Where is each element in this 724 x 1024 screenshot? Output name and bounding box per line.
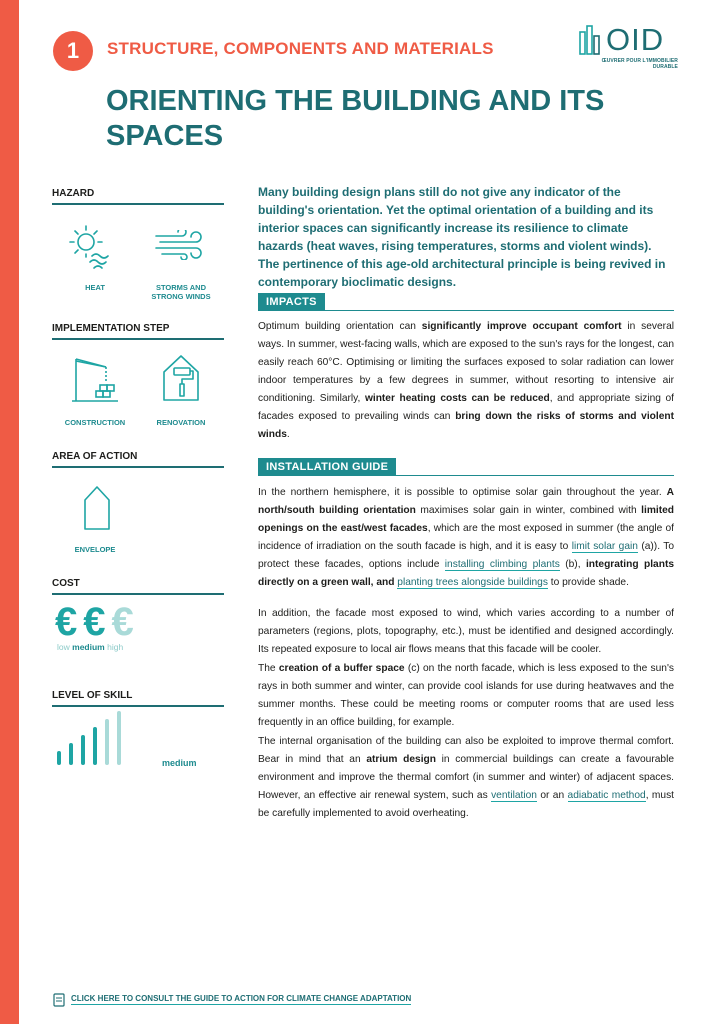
area-heading: AREA OF ACTION bbox=[52, 451, 138, 462]
guide-paragraph-1: In the northern hemisphere, it is possible to optimise solar gain throughout the year. A north/south building orientation maximises solar gain in winter, combined with limited openings on the east/west facades, which are the most exposed in summer (the angle of incidence of irradiation on the south facade is high, and it is easy to limit solar gain (a)). To protect these facades, options include installing climbing plants (b), integrating plants directly on a green wall, and planting trees alongside buildings to provide shade. bbox=[258, 487, 675, 588]
skill-bar bbox=[105, 719, 109, 765]
crane-construction-icon bbox=[70, 355, 120, 405]
impacts-heading: IMPACTS bbox=[258, 293, 325, 311]
euro-icon-3: € bbox=[111, 600, 134, 644]
skill-divider bbox=[52, 705, 224, 707]
page-title: ORIENTING THE BUILDING AND ITS SPACES bbox=[106, 85, 605, 152]
area-divider bbox=[52, 466, 224, 468]
guide-paragraph-3: The creation of a buffer space (c) on the north facade, which is less exposed to the sun's rays in both summer and winter, can provide cool islands for use during heatwaves and the summer months. These could be meeting rooms or computer rooms that are used less frequently in an office building, for example. bbox=[258, 663, 674, 728]
installation-guide-heading: INSTALLATION GUIDE bbox=[258, 458, 396, 476]
cost-level-high: high bbox=[107, 642, 124, 652]
logo-text: OID bbox=[606, 22, 665, 57]
chapter-number-badge: 1 bbox=[53, 31, 93, 71]
implementation-heading: IMPLEMENTATION STEP bbox=[52, 323, 170, 334]
skill-bar bbox=[117, 711, 121, 765]
cost-scale-labels bbox=[57, 642, 123, 652]
euro-icon-2: € bbox=[83, 600, 106, 644]
cost-heading: COST bbox=[52, 578, 80, 589]
cost-divider bbox=[52, 593, 224, 595]
link-planting-trees[interactable]: planting trees alongside buildings bbox=[397, 577, 548, 588]
wind-icon bbox=[154, 230, 210, 260]
area-label-envelope: ENVELOPE bbox=[74, 545, 116, 554]
skill-bar bbox=[81, 735, 85, 765]
chapter-title: STRUCTURE, COMPONENTS AND MATERIALS bbox=[107, 39, 494, 58]
euro-icon-1: € bbox=[55, 600, 78, 644]
hazard-label-storms: STORMS AND STRONG WINDS bbox=[151, 283, 211, 301]
guide-to-action-link[interactable]: CLICK HERE TO CONSULT THE GUIDE TO ACTION FOR CLIMATE CHANGE ADAPTATION bbox=[71, 994, 412, 1003]
paint-roller-house-icon bbox=[160, 352, 202, 404]
skill-bar bbox=[93, 727, 97, 765]
link-climbing-plants[interactable]: installing climbing plants bbox=[444, 559, 560, 570]
sun-heat-icon bbox=[66, 222, 110, 270]
link-adiabatic-method[interactable]: adiabatic method bbox=[567, 790, 646, 801]
implementation-divider bbox=[52, 338, 224, 340]
link-limit-solar-gain[interactable]: limit solar gain bbox=[571, 541, 638, 552]
skill-level-label: medium bbox=[162, 758, 197, 768]
guide-paragraph-2: In addition, the facade most exposed to wind, which varies according to a number of parameters (regions, plots, topography, etc.), must be identified and designed accordingly. Its repeated exposure to local air flows means that this facade will be cooler. bbox=[258, 608, 674, 655]
cost-level-medium: medium bbox=[72, 642, 105, 652]
book-icon[interactable] bbox=[53, 993, 65, 1007]
impacts-divider bbox=[258, 310, 674, 311]
logo-tagline: ŒUVRER POUR L'IMMOBILIER DURABLE bbox=[601, 58, 678, 70]
cost-rating bbox=[55, 600, 140, 645]
intro-paragraph: Many building design plans still do not give any indicator of the building's orientation. Yet the optimal orientation of a building and its interior spaces can significantly increase its resilience to climate hazards (heat waves, rising temperatures, storms and violent winds). The pertinence of this age-old architectural principle is being revived in contemporary bioclimatic designs. bbox=[258, 185, 666, 289]
cost-level-low: low bbox=[57, 642, 70, 652]
skill-heading: LEVEL OF SKILL bbox=[52, 690, 133, 701]
hazard-label-heat: HEAT bbox=[85, 283, 105, 292]
hazard-divider bbox=[52, 203, 224, 205]
house-envelope-icon bbox=[82, 484, 112, 532]
implementation-label-construction: CONSTRUCTION bbox=[64, 418, 126, 427]
skill-bar bbox=[57, 751, 61, 765]
skill-bar bbox=[69, 743, 73, 765]
installation-guide-divider bbox=[258, 475, 674, 476]
left-edge-band bbox=[0, 0, 19, 1024]
impacts-paragraph: Optimum building orientation can significantly improve occupant comfort in several ways. In summer, west-facing walls, which are exposed to the sun's rays for the longest, can easily reach 60°C. Optimising or limiting the surfaces exposed to solar radiation can lower indoor temperatures by a few degrees in summer, without resorting to intensive air conditioning. Similarly, winter heating costs can be reduced, and appropriate sizing of facades exposed to prevailing winds can bring down the risks of storms and violent winds. bbox=[258, 321, 675, 440]
link-ventilation[interactable]: ventilation bbox=[491, 790, 537, 801]
guide-paragraph-4: The internal organisation of the building can also be exploited to improve thermal comfort. Bear in mind that an atrium design in commercial buildings can create a favourable environment and improve the thermal comfort (in summer and winter) of adjacent spaces. However, an effective air renewal system, such as ventilation or an adiabatic method, must be carefully implemented to avoid overheating. bbox=[258, 736, 674, 819]
hazard-heading: HAZARD bbox=[52, 188, 95, 199]
implementation-label-renovation: RENOVATION bbox=[156, 418, 206, 427]
